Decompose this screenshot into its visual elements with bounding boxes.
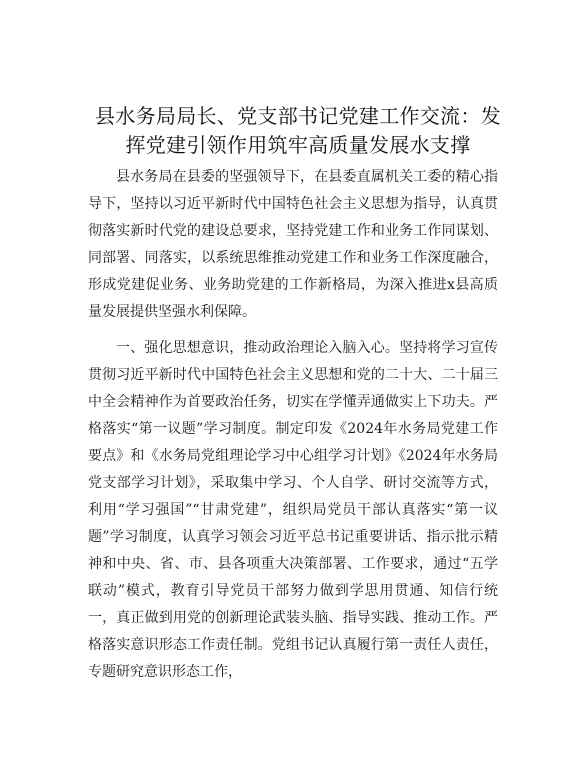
section-one-paragraph: 一、强化思想意识，推动政治理论入脑入心。坚持将学习宣传贯彻习近平新时代中国特色社会主义思想和党的二十大、二十届三中全会精神作为首要政治任务，切实在学懂弄通做实上下功夫。严格落实“第一议题”学习制度。制定印发《2024年水务局党建工作要点》和《水务局党组理论学习中心组学习计划》《2024年水务局党支部学习计划》，采取集中学习、个人自学、研讨交流等方式，利用“学习强国”“甘肃党建”，组织局党员干部认真落实“第一议题”学习制度，认真学习领会习近平总书记重要讲话、指示批示精神和中央、省、市、县各项重大决策部署、工作要求，通过“五学联动”模式，教育引导党员干部努力做到学思用贯通、知信行统一，真正做到用党的创新理论武装头脑、指导实践、推动工作。严格落实意识形态工作责任制。党组书记认真履行第一责任人责任，专题研究意识形态工作， xyxy=(88,340,498,680)
document-body xyxy=(88,164,498,695)
document-title: 县水务局局长、党支部书记党建工作交流：发挥党建引领作用筑牢高质量发展水支撑 xyxy=(95,104,501,157)
intro-paragraph: 县水务局在县委的坚强领导下，在县委直属机关工委的精心指导下，坚持以习近平新时代中国特色社会主义思想为指导，认真贯彻落实新时代党的建设总要求，坚持党建工作和业务工作同谋划、同部署、同落实，以系统思维推动党建工作和业务工作深度融合，形成党建促业务、业务助党建的工作新格局，为深入推进x县高质量发展提供坚强水利保障。 xyxy=(88,169,498,320)
